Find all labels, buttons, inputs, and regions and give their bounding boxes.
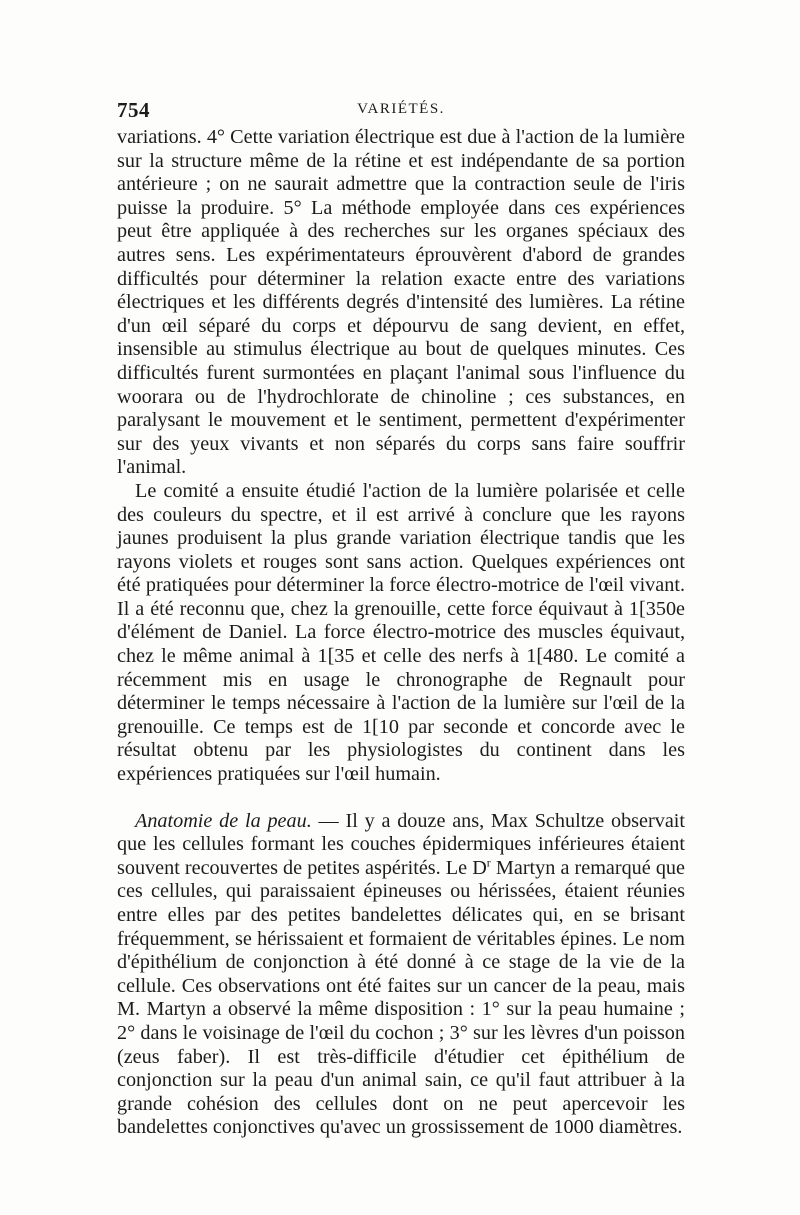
- paragraph-text-part: — Il y a douze ans, Max Schultze observait que les cellules formant les couches épidermiques inférieures étaient souvent recouvertes de petites aspérités. Le D: [117, 809, 685, 879]
- page-number: 754: [117, 98, 150, 122]
- paragraph-committee-experiments: Le comité a ensuite étudié l'action de la lumière polarisée et celle des couleurs du spectre, et il est arrivé à conclure que les rayons jaunes produisent la plus grande variation électrique tandis que les rayons violets et rouges sont sans action. Quelques expériences ont été pratiquées pour déterminer la force électro-motrice de l'œil vivant. Il a été reconnu que, chez la grenouille, cette force équivaut à 1[350e d'élément de Daniel. La force électro-motrice des muscles équivaut, chez le même animal à 1[35 et celle des nerfs à 1[480. Le comité a récemment mis en usage le chronographe de Regnault pour déterminer le temps nécessaire à l'action de la lumière sur l'œil de la grenouille. Ce temps est de 1[10 par seconde et concorde avec le résultat obtenu par les physiologistes du continent dans les expériences pratiquées sur l'œil humain.: [117, 479, 685, 786]
- section-title: Anatomie de la peau.: [135, 809, 312, 832]
- paragraph-anatomie-peau: [117, 810, 685, 1140]
- paragraph-text-part: Martyn a remarqué que ces cellules, qui paraissaient épineuses ou hérissées, étaient réunies entre elles par des petites bandelettes délicates qui, en se brisant fréquemment, se hérissaient et formaient de véritables épines. Le nom d'épithélium de conjonction à été donné à ce stage de la vie de la cellule. Ces observations ont été faites sur un cancer de la peau, mais M. Martyn a observé la même disposition : 1° sur la peau humaine ; 2° dans le voisinage de l'œil du cochon ; 3° sur les lèvres d'un poisson (zeus faber). Il est très-difficile d'étudier cet épithélium de conjonction sur la peau d'un animal sain, ce qu'il faut attribuer à la grande cohésion des cellules dont on ne peut apercevoir les bandelettes conjonctives qu'avec un grossissement de 1000 diamètres.: [117, 856, 685, 1139]
- body-text: [117, 126, 685, 1140]
- running-title: VARIÉTÉS.: [357, 101, 445, 117]
- paragraph-retina-continued: variations. 4° Cette variation électrique est due à l'action de la lumière sur la structure même de la rétine et est indépendante de sa portion antérieure ; on ne saurait admettre que la contraction seule de l'iris puisse la produire. 5° La méthode employée dans ces expériences peut être appliquée à des recherches sur les organes spéciaux des autres sens. Les expérimentateurs éprouvèrent d'abord de grandes difficultés pour déterminer la relation exacte entre des variations électriques et les différents degrés d'intensité des lumières. La rétine d'un œil séparé du corps et dépourvu de sang devient, en effet, insensible au stimulus électrique au bout de quelques minutes. Ces difficultés furent surmontées en plaçant l'animal sous l'influence du woorara ou de l'hydrochlorate de chinoline ; ces substances, en paralysant le mouvement et le sentiment, permettent d'expérimenter sur des yeux vivants et non séparés du corps sans faire souffrir l'animal.: [117, 126, 685, 479]
- abbreviation-superscript: r: [486, 855, 491, 870]
- page-header: [117, 98, 685, 126]
